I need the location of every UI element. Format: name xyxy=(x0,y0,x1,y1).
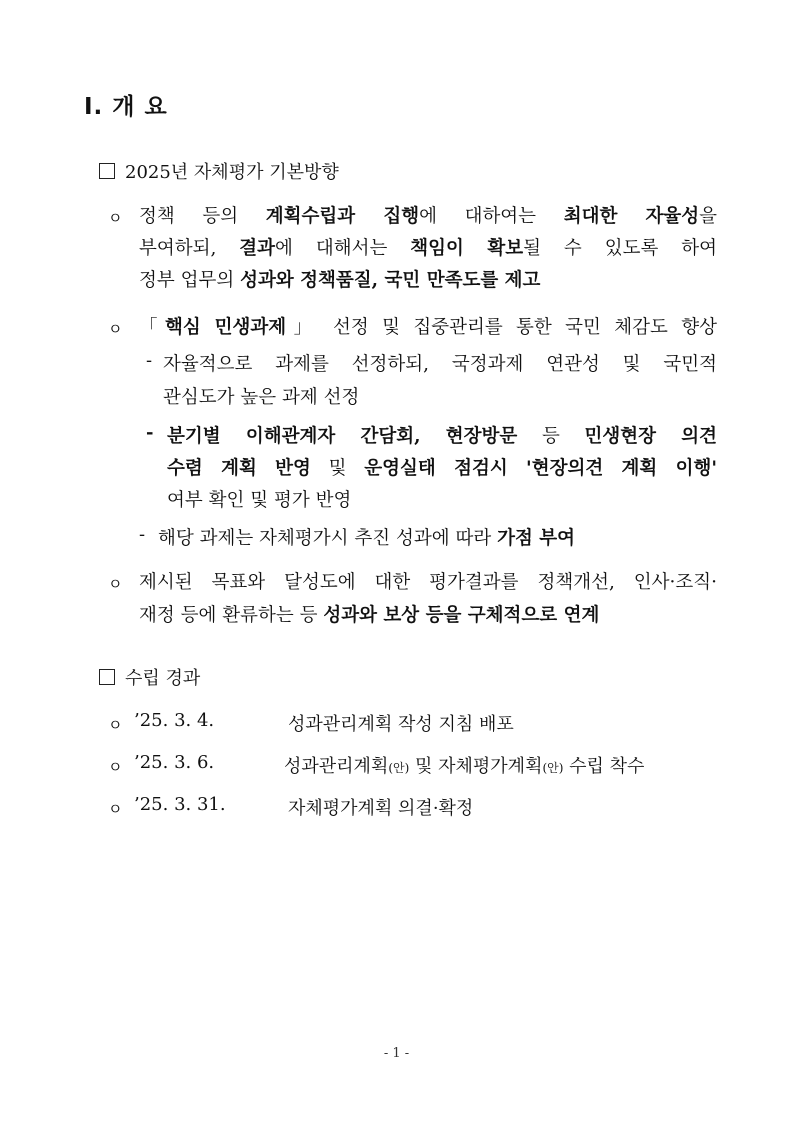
checkbox-square-icon xyxy=(99,669,115,685)
checkbox-square-icon xyxy=(99,163,115,179)
section-heading-basic xyxy=(99,158,339,184)
dash-icon: - xyxy=(146,422,154,443)
paragraph-line: 재정 등에 환류하는 등 성과와 보상 등을 구체적으로 연계 xyxy=(139,605,600,626)
milestone-task: 성과관리계획 작성 지침 배포 xyxy=(288,714,514,735)
sub-item-line: 분기별 이해관계자 간담회, 현장방문 등 민생현장 의견 xyxy=(167,426,717,447)
paragraph-line: 부여하되, 결과에 대해서는 책임이 확보될 수 있도록 하여 xyxy=(139,238,717,259)
sub-item-line: 자율적으로 과제를 선정하되, 국정과제 연관성 및 국민적 xyxy=(163,354,717,375)
section-title: 2025년 자체평가 기본방향 xyxy=(125,162,339,183)
chapter-title: Ⅰ. 개 요 xyxy=(84,94,168,120)
bullet-icon: ㅇ xyxy=(108,758,123,776)
dash-icon: - xyxy=(146,350,153,371)
sub-item-line: 수렴 계획 반영 및 운영실태 점검시 '현장의견 계획 이행' xyxy=(167,458,717,479)
dash-icon: - xyxy=(139,524,146,545)
milestone-task: 자체평가계획 의결·확정 xyxy=(288,798,474,819)
page-number: - 1 - xyxy=(383,1046,410,1061)
section-title: 수립 경과 xyxy=(125,668,201,689)
bullet-icon: ㅇ xyxy=(108,209,123,227)
milestone-date: ’25. 3. 4. xyxy=(134,710,215,731)
paragraph-line: 정부 업무의 성과와 정책품질, 국민 만족도를 제고 xyxy=(139,270,541,291)
milestone-date: ’25. 3. 31. xyxy=(134,794,226,815)
paragraph-line: 「핵심 민생과제」 선정 및 집중관리를 통한 국민 체감도 향상 xyxy=(139,317,717,338)
section-heading-process xyxy=(99,664,200,690)
milestone-date: ’25. 3. 6. xyxy=(134,752,215,773)
milestone-task: 성과관리계획(안) 및 자체평가계획(안) 수립 착수 xyxy=(284,756,645,777)
bullet-icon: ㅇ xyxy=(108,800,123,818)
bullet-icon: ㅇ xyxy=(108,575,123,593)
sub-item-line: 여부 확인 및 평가 반영 xyxy=(167,490,352,511)
sub-item-line: 관심도가 높은 과제 선정 xyxy=(163,387,360,408)
paragraph-line: 제시된 목표와 달성도에 대한 평가결과를 정책개선, 인사·조직· xyxy=(139,572,717,593)
sub-item-line: 해당 과제는 자체평가시 추진 성과에 따라 가점 부여 xyxy=(158,528,576,549)
bullet-icon: ㅇ xyxy=(108,716,123,734)
bullet-icon: ㅇ xyxy=(108,320,123,338)
paragraph-line: 정책 등의 계획수립과 집행에 대하여는 최대한 자율성을 xyxy=(139,206,718,227)
